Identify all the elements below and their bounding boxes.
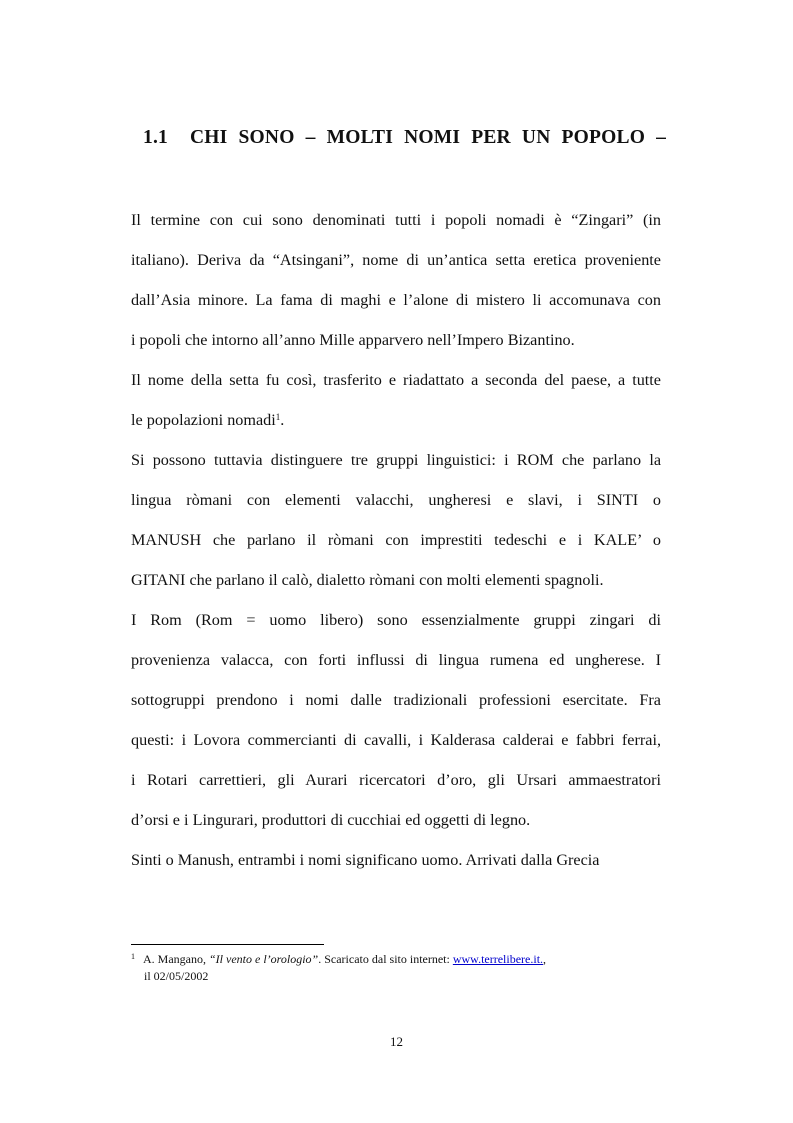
- body-line: Si possono tuttavia distinguere tre gruppi linguistici: i ROM che parlano la: [131, 451, 661, 469]
- body-line: i popoli che intorno all’anno Mille apparvero nell’Impero Bizantino.: [131, 331, 575, 349]
- body-line-with-footnote: [131, 410, 661, 430]
- section-title: CHI SONO – MOLTI NOMI PER UN POPOLO –: [189, 127, 667, 148]
- footnote-date: il 02/05/2002: [144, 969, 209, 983]
- body-line: provenienza valacca, con forti influssi di lingua rumena ed ungherese. I: [131, 651, 661, 669]
- body-line: lingua ròmani con elementi valacchi, ungheresi e slavi, i SINTI o: [131, 491, 661, 509]
- body-line: d’orsi e i Lingurari, produttori di cucchiai ed oggetti di legno.: [131, 811, 531, 829]
- page-number: 12: [390, 1034, 403, 1049]
- body-line: Il nome della setta fu così, trasferito e riadattato a seconda del paese, a tutte: [131, 371, 661, 389]
- section-heading: [143, 127, 703, 149]
- footnote-link[interactable]: www.terrelibere.it.: [452, 952, 544, 966]
- body-line: MANUSH che parlano il ròmani con imprestiti tedeschi e i KALE’ o: [131, 531, 661, 549]
- body-line-text: le popolazioni nomadi: [131, 411, 276, 429]
- body-line: I Rom (Rom = uomo libero) sono essenzialmente gruppi zingari di: [131, 611, 661, 629]
- body-line: dall’Asia minore. La fama di maghi e l’alone di mistero li accomunava con: [131, 291, 661, 309]
- body-line: i Rotari carrettieri, gli Aurari ricercatori d’oro, gli Ursari ammaestratori: [131, 771, 661, 789]
- footnote-author: A. Mangano,: [143, 952, 206, 966]
- footnote-mark: 1: [131, 952, 135, 961]
- body-line: Il termine con cui sono denominati tutti i popoli nomadi è “Zingari” (in: [131, 211, 661, 229]
- footnote-reference[interactable]: 1: [275, 412, 281, 422]
- section-number: 1.1: [143, 127, 168, 148]
- body-line: Sinti o Manush, entrambi i nomi significano uomo. Arrivati dalla Grecia: [131, 851, 600, 869]
- body-line: questi: i Lovora commercianti di cavalli, i Kalderasa calderai e fabbri ferrai,: [131, 731, 661, 749]
- body-line: italiano). Deriva da “Atsingani”, nome di un’antica setta eretica proveniente: [131, 251, 661, 269]
- footnote-divider: [131, 944, 324, 945]
- body-line: GITANI che parlano il calò, dialetto ròmani con molti elementi spagnoli.: [131, 571, 604, 589]
- footnote-link-tail: ,: [543, 952, 547, 966]
- body-line: sottogruppi prendono i nomi dalle tradizionali professioni esercitate. Fra: [131, 691, 661, 709]
- footnote: [131, 951, 546, 967]
- footnote-text: . Scaricato dal sito internet:: [318, 952, 453, 966]
- footnote-work-title: “Il vento e l’orologio”: [209, 952, 319, 966]
- footnote-reference-tail: .: [280, 411, 285, 429]
